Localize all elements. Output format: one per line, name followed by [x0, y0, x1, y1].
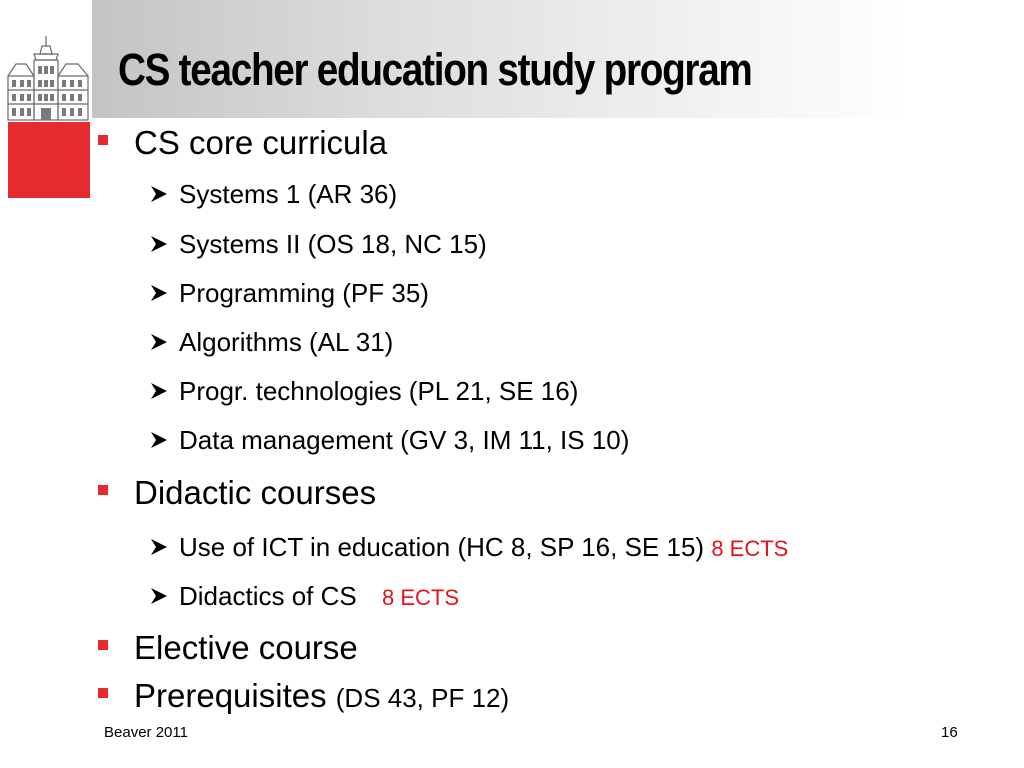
arrow-bullet-icon [148, 531, 174, 563]
arrow-bullet-icon [148, 375, 174, 407]
bullet-text: Prerequisites [134, 677, 327, 714]
bullet-text-wrap [134, 676, 509, 718]
ects-credits-label: 8 ECTS [711, 536, 789, 561]
bullet-text: Didactic courses [134, 474, 377, 511]
square-bullet-icon [98, 135, 108, 145]
sub-bullet-text: Algorithms (AL 31) [179, 327, 394, 357]
sub-bullet-text: Didactics of CS [179, 581, 357, 611]
square-bullet-icon [98, 688, 108, 698]
ects-credits-label: 8 ECTS [381, 585, 459, 610]
footer-event-label: Beaver 2011 [104, 724, 188, 741]
sub-bullet-text: Progr. technologies (PL 21, SE 16) [179, 376, 579, 406]
slide-title: CS teacher education study program [118, 44, 752, 95]
arrow-bullet-icon [148, 228, 174, 260]
arrow-bullet-icon [148, 424, 174, 456]
arrow-bullet-icon [148, 580, 174, 612]
bullet-note: (DS 43, PF 12) [335, 683, 510, 713]
sub-bullet-text: Programming (PF 35) [179, 278, 429, 308]
bullet-text: Elective course [134, 629, 358, 666]
arrow-bullet-icon [148, 326, 174, 358]
arrow-bullet-icon [148, 178, 174, 210]
sub-bullet-text: Systems II (OS 18, NC 15) [179, 229, 487, 259]
bullet-text: CS core curricula [134, 124, 388, 161]
sub-bullet-text-wrap [179, 580, 459, 614]
sub-bullet-text: Systems 1 (AR 36) [179, 179, 398, 209]
slide-number: 16 [941, 724, 958, 741]
square-bullet-icon [98, 485, 108, 495]
sub-bullet-text: Data management (GV 3, IM 11, IS 10) [179, 425, 630, 455]
sub-bullet-text-wrap [179, 531, 788, 565]
sub-bullet-text: Use of ICT in education (HC 8, SP 16, SE 15) [179, 532, 705, 562]
arrow-bullet-icon [148, 277, 174, 309]
square-bullet-icon [98, 640, 108, 650]
